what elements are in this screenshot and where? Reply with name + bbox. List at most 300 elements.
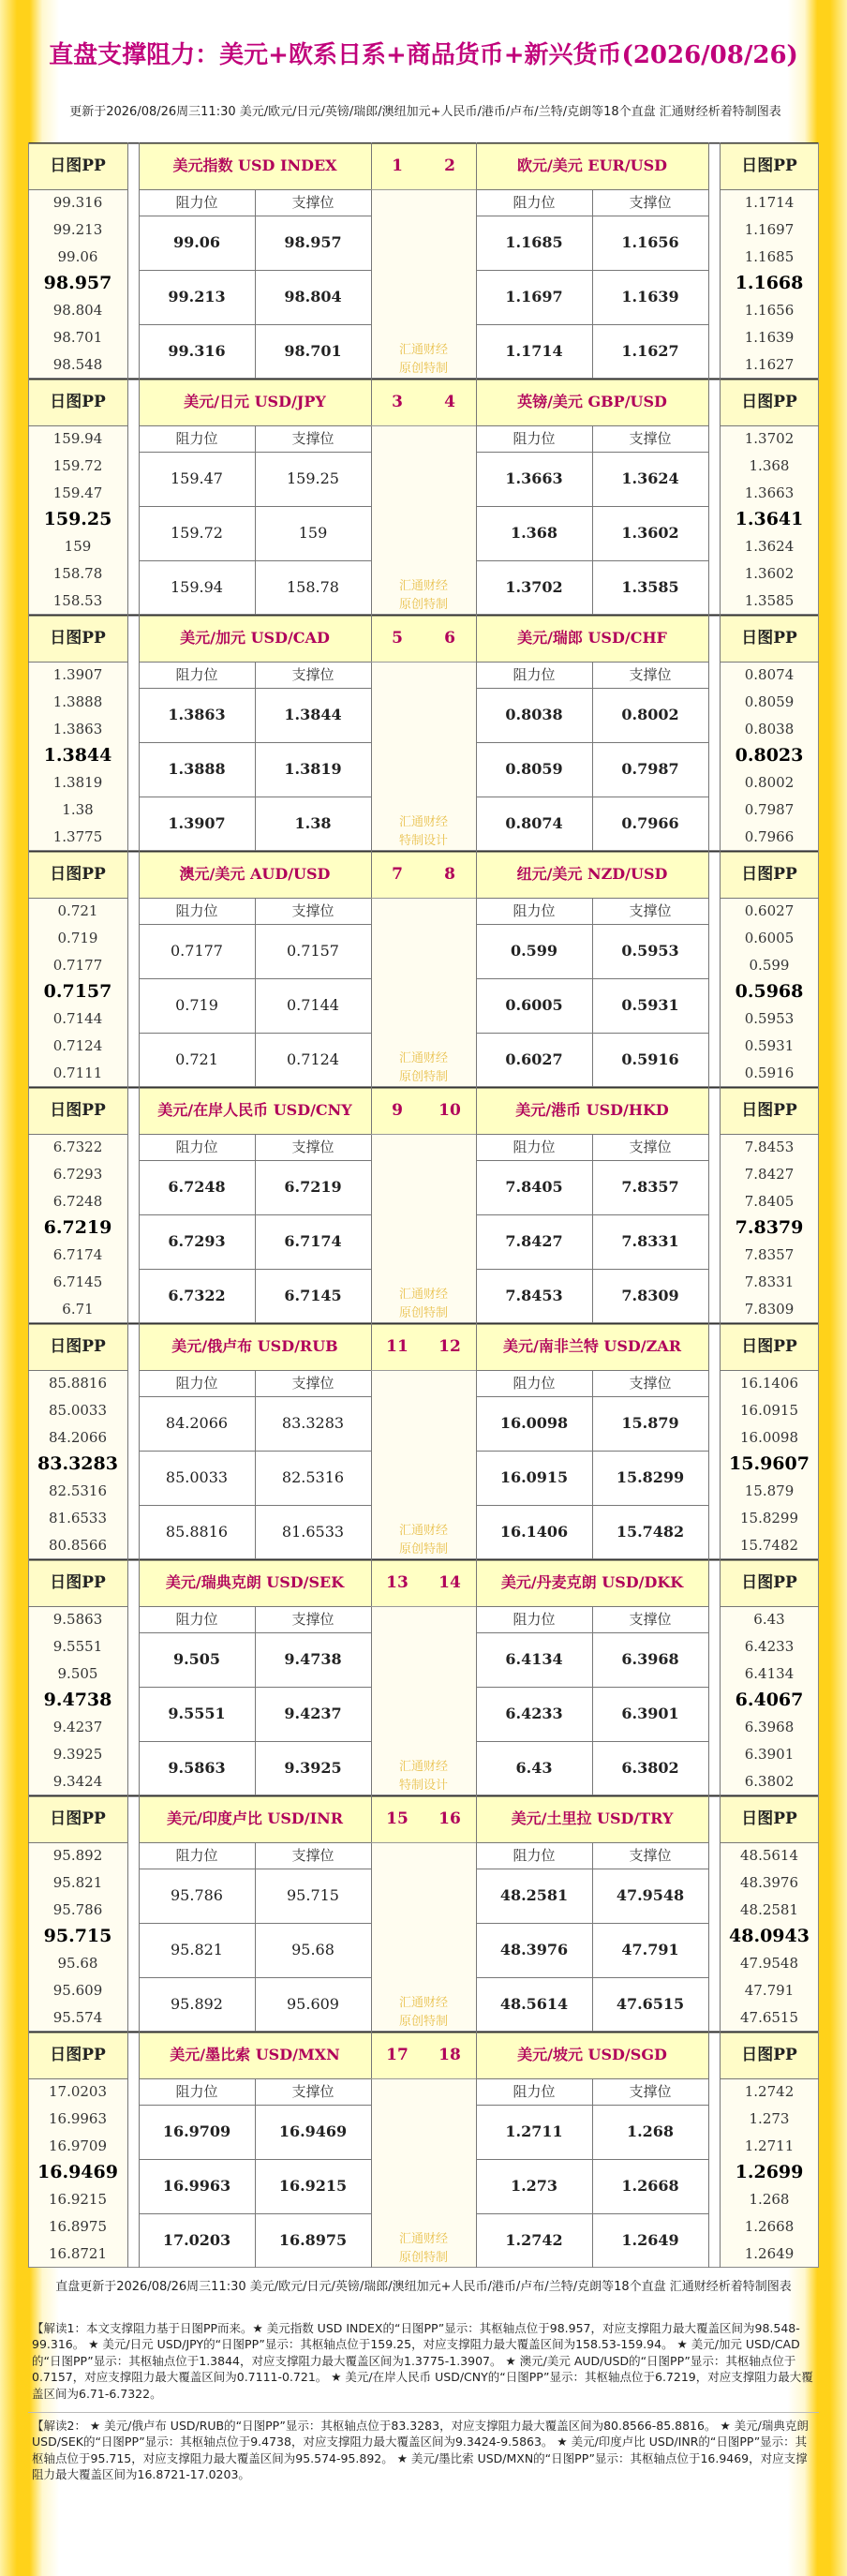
watermark-line: 汇通财经 — [398, 1760, 448, 1774]
column-headers — [476, 2078, 708, 2105]
level-rows — [139, 1160, 371, 1323]
column-headers — [139, 1370, 371, 1396]
level-rows — [139, 2105, 371, 2268]
support-header: 支撑位 — [629, 666, 672, 683]
table-row — [139, 797, 371, 851]
column-headers — [476, 1134, 708, 1160]
pp-header: 日图PP — [720, 1559, 819, 1606]
resistance-value: 6.43 — [515, 1759, 553, 1777]
pp-level-value: 1.2668 — [744, 2217, 795, 2235]
resistance-value: 99.06 — [172, 233, 221, 251]
pp-level-value: 159.94 — [52, 430, 103, 447]
pp-values — [720, 425, 819, 615]
pp-values — [28, 1370, 127, 1559]
support-value: 1.3624 — [621, 469, 679, 487]
pp-level-value: 16.8721 — [48, 2244, 108, 2262]
pair-table-right — [476, 1323, 708, 1559]
resistance-value: 85.0033 — [165, 1468, 229, 1486]
pp-level-value: 158.53 — [52, 591, 103, 609]
resistance-value: 48.3976 — [499, 1941, 569, 1958]
pp-level-value: 81.6533 — [48, 1509, 108, 1526]
pair-name: 美元/在岸人民币 USD/CNY — [139, 1087, 371, 1134]
pair-name: 美元/土里拉 USD/TRY — [476, 1795, 708, 1842]
pp-header: 日图PP — [28, 2032, 127, 2078]
pp-level-value: 9.5551 — [52, 1637, 103, 1655]
pp-level-value: 99.316 — [52, 194, 103, 211]
support-value: 98.804 — [284, 288, 342, 305]
left-pp-column — [28, 142, 127, 379]
note-interpretation-2: 【解读2： ★ 美元/俄卢布 USD/RUB的“日图PP”显示：其枢轴点位于83.3283，对应支撑阻力最大覆盖区间为80.8566-85.8816。 ★ 美元/瑞典克朗 USD/SEK的“日图PP”显示：其枢轴点位于9.4738，对应支撑阻力最大覆盖区间为9.3424-9.5863。 ★ 美元/印度卢比 USD/INR的“日图PP”显示：其枢轴点位于95.715，对应支撑阻力最大覆盖区间为95.574-95.892。 ★ 美元/墨比索 USD/MXN的“日图PP”显示：其枢轴点位于16.9469，对应支撑阻力最大覆盖区间为16.8721-17.0203。 — [32, 2419, 809, 2482]
pair-name: 美元指数 USD INDEX — [139, 142, 371, 189]
pp-level-value: 47.791 — [744, 1981, 795, 1999]
pivot-point-value: 15.9607 — [729, 1453, 810, 1475]
pp-values — [28, 1606, 127, 1795]
pair-numbers — [371, 1323, 476, 1370]
pivot-point-value: 1.3844 — [43, 745, 112, 767]
pair-numbers — [371, 1559, 476, 1606]
resistance-header: 阻力位 — [513, 1847, 556, 1864]
table-row — [139, 1923, 371, 1977]
watermark-line: 汇通财经 — [398, 815, 448, 829]
resistance-value: 0.8038 — [505, 706, 563, 723]
pivot-point-value: 95.715 — [43, 1926, 112, 1947]
pp-level-value: 0.7177 — [52, 956, 103, 974]
level-rows — [139, 924, 371, 1087]
pp-level-value: 1.3663 — [744, 484, 795, 501]
table-row — [476, 1214, 708, 1269]
support-value: 83.3283 — [281, 1414, 345, 1432]
support-value: 47.791 — [621, 1941, 679, 1958]
pp-level-value: 48.5614 — [739, 1847, 799, 1864]
pp-values — [720, 1134, 819, 1323]
support-header: 支撑位 — [629, 1611, 672, 1628]
resistance-header: 阻力位 — [513, 1375, 556, 1392]
resistance-value: 85.8816 — [165, 1523, 229, 1541]
table-row — [139, 742, 371, 797]
left-pp-column — [28, 379, 127, 615]
pair-name: 美元/印度卢比 USD/INR — [139, 1795, 371, 1842]
pp-level-value: 1.3585 — [744, 591, 795, 609]
right-pp-column — [720, 1087, 819, 1323]
watermark-line: 汇通财经 — [398, 1524, 448, 1538]
pp-level-value: 6.3802 — [744, 1772, 795, 1790]
pp-level-value: 85.0033 — [48, 1401, 108, 1419]
pp-level-value: 47.6515 — [739, 2008, 799, 2026]
pp-level-value: 0.5916 — [744, 1064, 795, 1081]
support-header: 支撑位 — [291, 1611, 334, 1628]
pp-header: 日图PP — [720, 1087, 819, 1134]
level-rows — [476, 924, 708, 1087]
resistance-header: 阻力位 — [513, 2083, 556, 2100]
pp-level-value: 6.7248 — [52, 1192, 103, 1210]
pair-table-left — [139, 1795, 371, 2032]
pp-header: 日图PP — [720, 615, 819, 662]
support-value: 9.4738 — [284, 1650, 342, 1668]
table-row — [476, 688, 708, 742]
column-headers — [476, 1606, 708, 1632]
pp-values — [28, 1842, 127, 2032]
pair-table-left — [139, 851, 371, 1087]
support-value: 15.8299 — [616, 1468, 685, 1486]
level-rows — [139, 1396, 371, 1559]
resistance-value: 0.599 — [510, 942, 558, 960]
note-interpretation-1: 【解读1：本文支撑阻力基于日图PP而来。★ 美元指数 USD INDEX的“日图PP”显示：其枢轴点位于98.957，对应支撑阻力最大覆盖区间为98.548-99.316。 ★ 美元/日元 USD/JPY的“日图PP”显示：其枢轴点位于159.25，对应支撑阻力最大覆盖区间为158.53-159.94。 ★ 美元/加元 USD/CAD的“日图PP”显示：其枢轴点位于1.3844，对应支撑阻力最大覆盖区间为1.3775-1.3907。 ★ 澳元/美元 AUD/USD的“日图PP”显示：其枢轴点位于0.7157，对应支撑阻力最大覆盖区间为0.7111-0.721。 ★ 美元/在岸人民币 USD/CNY的“日图PP”显示：其枢轴点位于6.7219，对应支撑阻力最大覆盖区间为6.71-6.7322。 — [32, 2321, 813, 2401]
pp-values — [720, 1842, 819, 2032]
pp-level-value: 0.7966 — [744, 827, 795, 845]
support-value: 82.5316 — [281, 1468, 345, 1486]
pp-level-value: 98.548 — [52, 355, 103, 373]
table-row — [139, 270, 371, 324]
pair-block — [28, 379, 819, 615]
pivot-point-value: 98.957 — [43, 273, 112, 294]
table-row — [139, 2105, 371, 2159]
pair-number-left: 1 — [392, 156, 403, 175]
pair-number-right: 8 — [444, 865, 455, 884]
pair-table-left — [139, 2032, 371, 2268]
pp-values — [720, 189, 819, 379]
pair-number-column — [371, 851, 476, 1087]
pp-level-value: 0.6005 — [744, 929, 795, 946]
pp-level-value: 6.4233 — [744, 1637, 795, 1655]
pp-level-value: 6.3968 — [744, 1719, 795, 1736]
resistance-value: 95.821 — [171, 1941, 223, 1958]
support-header: 支撑位 — [291, 430, 334, 447]
pp-level-value: 15.7482 — [739, 1536, 799, 1554]
table-row — [476, 797, 708, 851]
pivot-point-value: 1.2699 — [735, 2162, 804, 2183]
pp-level-value: 0.6027 — [744, 902, 795, 919]
resistance-value: 99.213 — [168, 288, 226, 305]
pair-table-left — [139, 1323, 371, 1559]
watermark — [371, 341, 476, 379]
support-value: 7.8309 — [621, 1287, 679, 1304]
right-pp-column — [720, 851, 819, 1087]
table-row — [139, 1869, 371, 1923]
pp-header: 日图PP — [28, 379, 127, 425]
pair-number-column — [371, 1087, 476, 1323]
support-header: 支撑位 — [629, 430, 672, 447]
table-row — [476, 1632, 708, 1687]
pair-name: 美元/墨比索 USD/MXN — [139, 2032, 371, 2078]
pair-name: 美元/瑞典克朗 USD/SEK — [139, 1559, 371, 1606]
title-box — [28, 0, 819, 97]
resistance-value: 159.94 — [171, 578, 223, 596]
table-row — [476, 1977, 708, 2032]
support-value: 6.3968 — [621, 1650, 679, 1668]
table-row — [139, 1687, 371, 1741]
pair-block — [28, 1795, 819, 2032]
pivot-point-value: 1.1668 — [735, 273, 804, 294]
support-value: 16.9469 — [278, 2122, 348, 2140]
support-value: 0.7157 — [287, 942, 339, 960]
table-row — [139, 1505, 371, 1559]
resistance-value: 1.3907 — [168, 814, 226, 832]
level-rows — [139, 452, 371, 615]
support-header: 支撑位 — [291, 666, 334, 683]
pp-level-value: 159.47 — [52, 484, 103, 501]
pp-level-value: 1.2742 — [744, 2083, 795, 2100]
table-row — [139, 1033, 371, 1087]
support-value: 98.957 — [284, 233, 342, 251]
pp-level-value: 99.213 — [52, 220, 103, 238]
pivot-point-value: 83.3283 — [37, 1453, 118, 1475]
table-row — [476, 452, 708, 506]
support-header: 支撑位 — [291, 2083, 334, 2100]
pp-header: 日图PP — [28, 1087, 127, 1134]
pivot-point-value: 48.0943 — [729, 1926, 810, 1947]
support-value: 0.7966 — [621, 814, 679, 832]
pp-level-value: 1.1685 — [744, 247, 795, 265]
table-row — [139, 1977, 371, 2032]
pp-level-value: 6.71 — [62, 1300, 94, 1318]
table-row — [476, 1396, 708, 1451]
pp-level-value: 0.721 — [57, 902, 98, 919]
level-rows — [476, 2105, 708, 2268]
support-value: 9.4237 — [284, 1705, 342, 1722]
resistance-header: 阻力位 — [175, 1139, 218, 1155]
left-pp-column — [28, 2032, 127, 2268]
table-row — [139, 1160, 371, 1214]
support-value: 7.8357 — [621, 1178, 679, 1196]
pair-numbers — [371, 379, 476, 425]
pair-table-left — [139, 1559, 371, 1795]
pair-number-column — [371, 1559, 476, 1795]
pp-level-value: 16.1406 — [739, 1375, 799, 1392]
watermark — [371, 1522, 476, 1559]
pp-level-value: 16.9963 — [48, 2109, 108, 2127]
watermark — [371, 1758, 476, 1795]
pp-level-value: 1.2711 — [744, 2137, 795, 2154]
pair-number-column — [371, 2032, 476, 2268]
pp-header: 日图PP — [28, 615, 127, 662]
pp-level-value: 98.701 — [52, 328, 103, 346]
pair-number-left: 15 — [386, 1809, 409, 1828]
pp-level-value: 95.68 — [57, 1955, 98, 1973]
pp-header: 日图PP — [28, 1559, 127, 1606]
resistance-value: 0.6005 — [505, 996, 563, 1014]
pair-name: 美元/加元 USD/CAD — [139, 615, 371, 662]
pair-block — [28, 1559, 819, 1795]
pp-level-value: 0.8002 — [744, 774, 795, 792]
pivot-point-value: 9.4738 — [43, 1690, 112, 1711]
support-header: 支撑位 — [291, 902, 334, 919]
column-headers — [139, 1606, 371, 1632]
pair-name: 美元/南非兰特 USD/ZAR — [476, 1323, 708, 1370]
pp-values — [720, 1606, 819, 1795]
support-header: 支撑位 — [291, 1139, 334, 1155]
table-row — [476, 506, 708, 560]
right-pp-column — [720, 379, 819, 615]
pair-name: 美元/港币 USD/HKD — [476, 1087, 708, 1134]
table-row — [139, 506, 371, 560]
pair-table-right — [476, 1087, 708, 1323]
pp-level-value: 95.821 — [52, 1873, 103, 1891]
pp-level-value: 6.7145 — [52, 1273, 103, 1290]
table-row — [139, 324, 371, 379]
pp-level-value: 0.8074 — [744, 666, 795, 683]
resistance-header: 阻力位 — [175, 902, 218, 919]
pp-level-value: 9.5863 — [52, 1611, 103, 1628]
pair-table-right — [476, 615, 708, 851]
support-value: 81.6533 — [281, 1523, 345, 1541]
pair-name: 美元/瑞郎 USD/CHF — [476, 615, 708, 662]
pp-level-value: 95.786 — [52, 1900, 103, 1918]
support-header: 支撑位 — [629, 2083, 672, 2100]
pp-level-value: 0.8038 — [744, 720, 795, 737]
pp-level-value: 1.3702 — [744, 430, 795, 447]
table-row — [476, 270, 708, 324]
column-headers — [476, 425, 708, 452]
support-value: 158.78 — [287, 578, 339, 596]
pp-level-value: 1.3888 — [52, 692, 103, 710]
pp-level-value: 0.5953 — [744, 1010, 795, 1028]
table-row — [139, 216, 371, 270]
pivot-point-value: 6.4067 — [735, 1690, 804, 1711]
pivot-point-value: 7.8379 — [735, 1217, 804, 1239]
table-row — [476, 324, 708, 379]
pp-level-value: 48.3976 — [739, 1873, 799, 1891]
table-row — [476, 1160, 708, 1214]
right-pp-column — [720, 1323, 819, 1559]
pair-block — [28, 851, 819, 1087]
left-pp-column — [28, 1795, 127, 2032]
resistance-value: 6.7293 — [168, 1232, 226, 1250]
watermark-line: 汇通财经 — [398, 1051, 448, 1065]
resistance-value: 1.3888 — [168, 760, 226, 778]
pp-level-value: 7.8357 — [744, 1246, 795, 1264]
level-rows — [476, 688, 708, 851]
support-value: 16.8975 — [278, 2231, 348, 2249]
pp-level-value: 6.3901 — [744, 1745, 795, 1763]
pp-level-value: 1.3602 — [744, 564, 795, 582]
pp-level-value: 1.3775 — [52, 827, 103, 845]
support-value: 1.3602 — [621, 524, 679, 542]
pair-number-left: 17 — [386, 2046, 409, 2064]
resistance-header: 阻力位 — [175, 1611, 218, 1628]
pp-level-value: 80.8566 — [48, 1536, 108, 1554]
resistance-value: 7.8427 — [505, 1232, 563, 1250]
pp-header: 日图PP — [720, 1795, 819, 1842]
pair-number-column — [371, 379, 476, 615]
pp-level-value: 158.78 — [52, 564, 103, 582]
resistance-value: 16.1406 — [499, 1523, 569, 1541]
support-value: 0.5916 — [621, 1050, 679, 1068]
pp-level-value: 1.3624 — [744, 538, 795, 556]
pair-name: 美元/丹麦克朗 USD/DKK — [476, 1559, 708, 1606]
watermark-line: 原创特制 — [398, 1542, 448, 1556]
table-row — [476, 742, 708, 797]
resistance-value: 9.5863 — [168, 1759, 226, 1777]
pp-level-value: 9.3925 — [52, 1745, 103, 1763]
pp-level-value: 1.273 — [749, 2109, 790, 2127]
watermark — [371, 1994, 476, 2032]
level-rows — [476, 1869, 708, 2032]
pair-number-right: 4 — [444, 393, 455, 411]
pp-level-value: 85.8816 — [48, 1375, 108, 1392]
right-pp-column — [720, 1795, 819, 2032]
pp-level-value: 95.574 — [52, 2008, 103, 2026]
column-headers — [476, 1842, 708, 1869]
watermark-line: 汇通财经 — [398, 1288, 448, 1302]
column-headers — [476, 189, 708, 216]
left-pp-column — [28, 1087, 127, 1323]
resistance-value: 1.3863 — [168, 706, 226, 723]
update-info-bottom: 直盘更新于2026/08/26周三11:30 美元/欧元/日元/英镑/瑞郎/澳纽加元+人民币/港币/卢布/兰特/克朗等18个直盘 汇通财经析着特制图表 — [55, 2280, 792, 2294]
resistance-value: 1.368 — [510, 524, 558, 542]
column-headers — [139, 662, 371, 688]
table-row — [139, 452, 371, 506]
pp-level-value: 0.7144 — [52, 1010, 103, 1028]
column-headers — [139, 1134, 371, 1160]
support-value: 9.3925 — [284, 1759, 342, 1777]
pp-level-value: 16.9215 — [48, 2191, 108, 2209]
resistance-header: 阻力位 — [513, 666, 556, 683]
pp-level-value: 0.599 — [749, 956, 790, 974]
pair-table-right — [476, 379, 708, 615]
right-pp-column — [720, 2032, 819, 2268]
resistance-header: 阻力位 — [513, 902, 556, 919]
watermark — [371, 2230, 476, 2268]
resistance-value: 95.892 — [171, 1995, 223, 2013]
pair-name: 纽元/美元 NZD/USD — [476, 851, 708, 898]
pp-level-value: 17.0203 — [48, 2083, 108, 2100]
support-value: 1.1639 — [621, 288, 679, 305]
pp-level-value: 95.892 — [52, 1847, 103, 1864]
pp-level-value: 15.879 — [744, 1482, 795, 1500]
pair-name: 欧元/美元 EUR/USD — [476, 142, 708, 189]
column-headers — [476, 898, 708, 924]
watermark-line: 原创特制 — [398, 598, 448, 612]
pp-level-value: 1.2649 — [744, 2244, 795, 2262]
support-value: 1.3585 — [621, 578, 679, 596]
pair-block — [28, 1323, 819, 1559]
resistance-value: 7.8405 — [505, 1178, 563, 1196]
level-rows — [476, 1160, 708, 1323]
pair-name: 美元/坡元 USD/SGD — [476, 2032, 708, 2078]
table-row — [476, 1033, 708, 1087]
pp-level-value: 1.368 — [749, 456, 790, 474]
pair-table-right — [476, 2032, 708, 2268]
resistance-value: 84.2066 — [165, 1414, 229, 1432]
pp-values — [720, 898, 819, 1087]
resistance-value: 1.3702 — [505, 578, 563, 596]
support-value: 7.8331 — [621, 1232, 679, 1250]
resistance-value: 48.5614 — [499, 1995, 569, 2013]
resistance-value: 99.316 — [168, 342, 226, 360]
pp-values — [28, 1134, 127, 1323]
column-headers — [476, 1370, 708, 1396]
pair-numbers — [371, 851, 476, 898]
resistance-value: 0.8059 — [505, 760, 563, 778]
pp-level-value: 99.06 — [57, 247, 98, 265]
pair-name: 英镑/美元 GBP/USD — [476, 379, 708, 425]
resistance-header: 阻力位 — [175, 430, 218, 447]
pair-block — [28, 2032, 819, 2268]
pair-numbers — [371, 2032, 476, 2078]
pp-level-value: 9.505 — [57, 1664, 98, 1682]
support-value: 1.2668 — [621, 2177, 679, 2195]
resistance-value: 0.8074 — [505, 814, 563, 832]
table-row — [476, 2159, 708, 2213]
pair-table-left — [139, 379, 371, 615]
support-value: 0.8002 — [621, 706, 679, 723]
pair-table-left — [139, 615, 371, 851]
support-header: 支撑位 — [291, 194, 334, 211]
pair-number-column — [371, 1323, 476, 1559]
watermark-line: 汇通财经 — [398, 343, 448, 357]
resistance-value: 1.1714 — [505, 342, 563, 360]
resistance-value: 1.3663 — [505, 469, 563, 487]
